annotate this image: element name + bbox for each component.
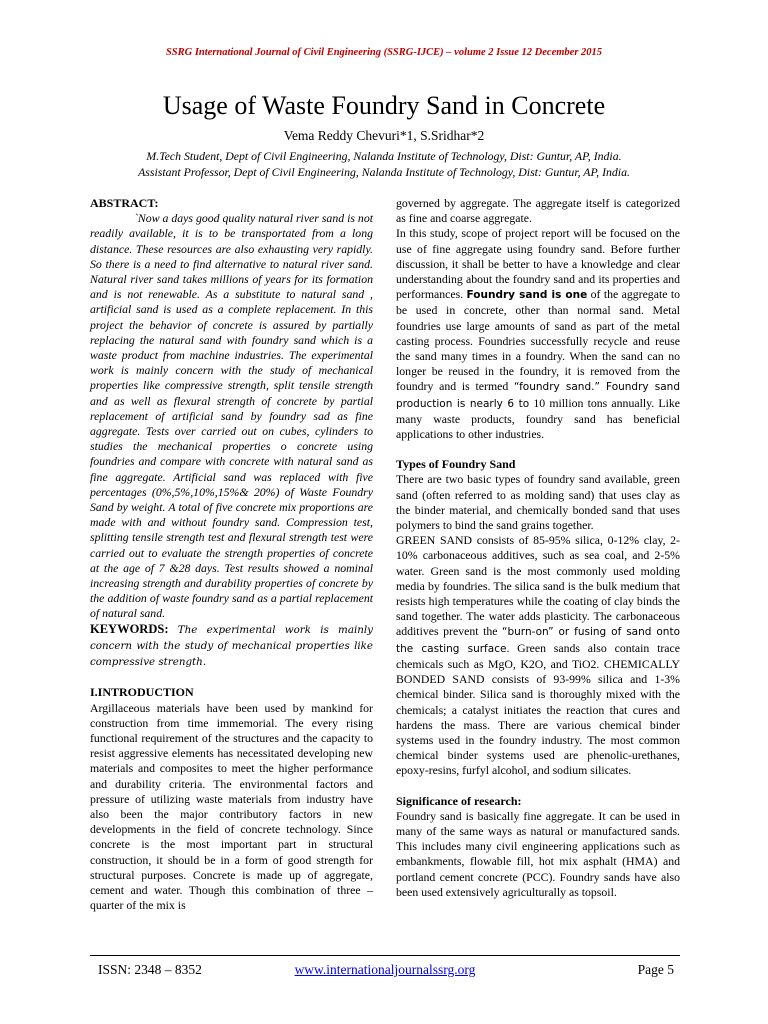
right-column — [396, 196, 680, 900]
scope-text-a: In this study, scope of project report will be focused on the use of fine aggregate using foundry sand. Before further discussion, it shall be better to have a knowledge and clear understanding about the foundry sand and its properties and performances. — [396, 226, 680, 302]
footer-journal-link[interactable]: www.internationaljournalssrg.org — [294, 962, 476, 977]
green-sand-text-a: GREEN SAND consists of 85-95% silica, 0-12% clay, 2-10% carbonaceous additives, such as sea coal, and 2-5% water. Green sand is the most commonly used molding media by foundries. The silica sand is the bulk medium that resists high temperatures while the coating of clay binds the sand together. The water adds plasticity. The carbonaceous additives prevent the — [396, 533, 680, 639]
affiliation-2: Assistant Professor, Dept of Civil Engineering, Nalanda Institute of Technology, Dist: Guntur, AP, India. — [138, 165, 630, 179]
footer-page-number: Page 5 — [637, 962, 674, 977]
introduction-text: Argillaceous materials have been used by mankind for construction from time immemorial. The every rising functional requirement of the structures and the capacity to resist aggressive elements has necessitated developing new materials and composites to meet the higher performance and durability criteria. The environmental factors and pressure of utilizing waste materials from industry have also been the major contributory factors in new developments in the field of concrete technology. Since concrete is the most important part in structural construction, it should be in a form of good strength for structural purposes. Concrete is made up of aggregate, cement and water. Though this combination of three – quarter of the mix is — [90, 700, 373, 913]
introduction-heading: I.INTRODUCTION — [90, 685, 194, 700]
spacer — [396, 779, 680, 794]
green-sand-paragraph — [396, 533, 680, 778]
keywords-paragraph — [90, 622, 373, 671]
foundry-sand-quote: “foundry sand.” Foundry sand production is nearly 6 to — [396, 381, 680, 410]
types-heading: Types of Foundry Sand — [396, 457, 516, 472]
scope-text-b: of the aggregate to be used in concrete, other than normal sand. Metal foundries use large amounts of sand as part of the metal casting process. Foundries successfully recycle and reuse the sand many times in a foundry. When the sand can no longer be reused in the foundry, it is removed from the foundry and is termed — [396, 287, 681, 394]
types-paragraph: There are two basic types of foundry sand available, green sand (often referred to as molding sand) that uses clay as the binder material, and chemically bonded sand that uses polymers to bind the sand grains together. — [396, 472, 680, 533]
scope-text-c: 10 million tons annually. Like many waste products, foundry sand has beneficial applications to other industries. — [396, 395, 680, 442]
scope-paragraph — [396, 226, 680, 442]
paper-title: Usage of Waste Foundry Sand in Concrete — [162, 91, 606, 120]
burn-on-quote: “burn-on” or fusing of sand onto the casting surface — [396, 626, 680, 655]
left-column — [90, 196, 373, 913]
aggregate-paragraph: governed by aggregate. The aggregate itself is categorized as fine and coarse aggregate. — [396, 196, 680, 226]
affiliation-1: M.Tech Student, Dept of Civil Engineering, Nalanda Institute of Technology, Dist: Guntur, AP, India. — [146, 149, 622, 163]
significance-heading: Significance of research: — [396, 793, 522, 808]
abstract-text: `Now a days good quality natural river sand is not readily available, it is to be transportated from a long distance. These resources are also exhausting very rapidly. So there is a need to find alternative to natural river sand. Natural river sand takes millions of years for its formation and is not renewable. As a substitute to natural sand , artificial sand is used as a complete replacement. In this project the behavior of concrete is assured by partially replacing the natural sand with foundry sand which is a waste product from machine industries. The experimental work is mainly concern with the study of mechanical properties like compressive strength, split tensile strength and as well as flexural strength of concrete by partial replacement of artificial sand by foundry sad as fine aggregate. Tests over carried out on cubes, cylinders to studies the mechanical properties o concrete using foundries and compare with concrete with natural sand as fine aggregate. Artificial sand was replaced with five percentages (0%,5%,10%,15%& 20%) of Waste Foundry Sand by weight. A total of five concrete mix proportions are made with and without foundry sand. Compression test, splitting tensile strength test and flexural strength test were carried out to evaluate the strength properties of concrete at the age of 7 &28 days. Test results showed a nominal increasing strength and durability properties of concrete by the addition of waste foundry sand as a partial replacement of natural sand. — [90, 211, 373, 621]
abstract-heading: ABSTRACT: — [90, 196, 159, 210]
authors: Vema Reddy Chevuri*1, S.Sridhar*2 — [283, 128, 485, 143]
keywords-label: KEYWORDS: — [90, 621, 169, 636]
significance-text: Foundry sand is basically fine aggregate. It can be used in many of the same ways as natural or manufactured sands. This includes many civil engineering applications such as embankments, flowable fill, hot mix asphalt (HMA) and portland cement concrete (PCC). Foundry sands have also been used extensively agriculturally as topsoil. — [396, 808, 680, 899]
footer-issn: ISSN: 2348 – 8352 — [98, 962, 202, 977]
foundry-sand-emphasis: Foundry sand is one — [466, 289, 588, 302]
footer-divider — [90, 955, 680, 956]
journal-header: SSRG International Journal of Civil Engineering (SSRG-IJCE) – volume 2 Issue 12 December 2015 — [165, 47, 603, 58]
green-sand-text-b: . Green sands also contain trace chemicals such as MgO, K2O, and TiO2. CHEMICALLY BONDED SAND consists of 93-99% silica and 1-3% chemical binder. Silica sand is thoroughly mixed with the chemicals; a catalyst initiates the reaction that cures and hardens the mass. There are various chemical binder systems used in the foundry industry. The most common chemical binder systems used are phenolic-urethanes, epoxy-resins, furfyl alcohol, and sodium silicates. — [396, 640, 681, 778]
spacer — [396, 442, 680, 457]
spacer — [90, 670, 373, 685]
keywords-text: The experimental work is mainly concern with the study of mechanical properties like compressive strength. — [90, 623, 373, 669]
